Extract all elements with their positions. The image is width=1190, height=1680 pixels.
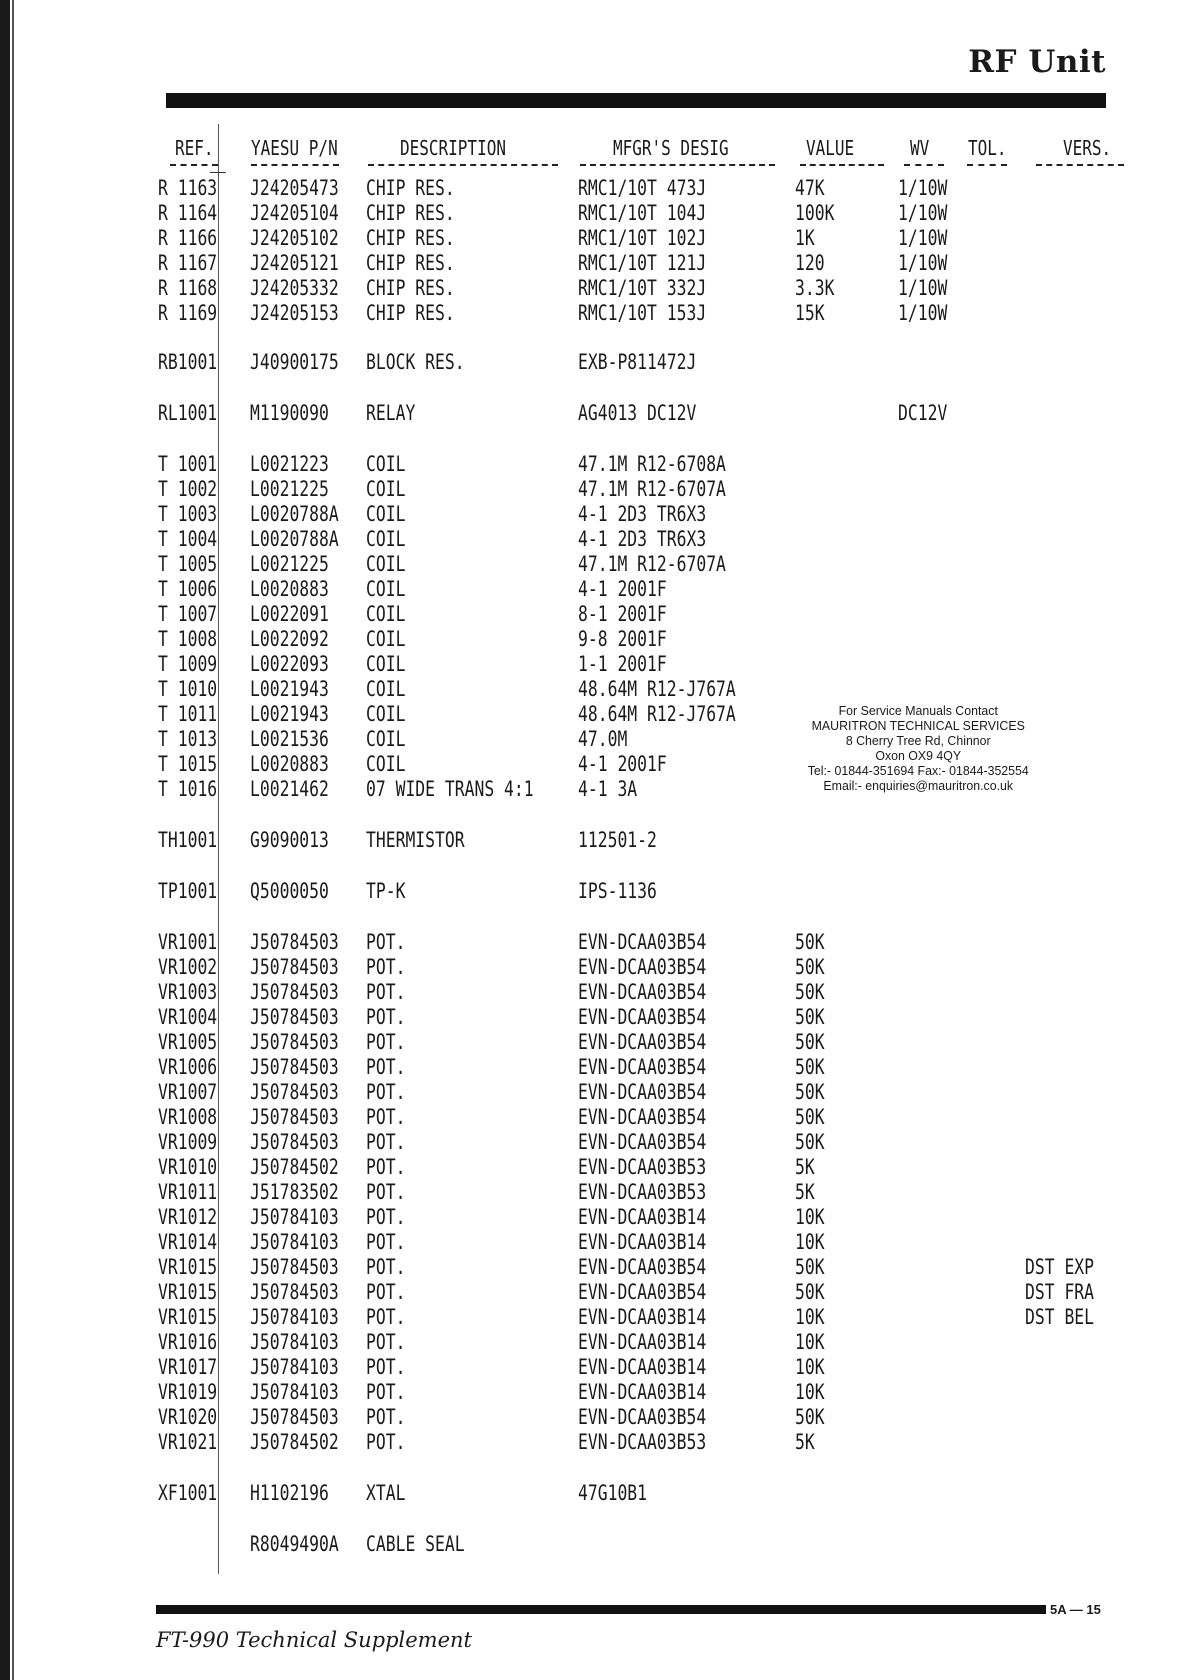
cell-mfgr: AG4013 DC12V (578, 401, 697, 425)
cell-pn: J50784503 (250, 980, 339, 1004)
cell-mfgr: 48.64M R12-J767A (578, 702, 736, 726)
cell-pn: J24205104 (250, 201, 339, 225)
cell-value: 50K (795, 1005, 825, 1029)
cell-value: 50K (795, 1105, 825, 1129)
cell-value: 50K (795, 1030, 825, 1054)
cell-desc: COIL (366, 702, 406, 726)
cell-ref: VR1011 (158, 1180, 218, 1204)
cell-desc: COIL (366, 552, 406, 576)
service-notice (790, 703, 1047, 793)
cell-pn: J24205102 (250, 226, 339, 250)
cell-pn: L0021225 (250, 552, 329, 576)
cell-ref: XF1001 (158, 1481, 218, 1505)
cell-wv: 1/10W (898, 226, 948, 250)
cell-desc: POT. (366, 1055, 406, 1079)
cell-desc: COIL (366, 477, 406, 501)
notice-line: 8 Cherry Tree Rd, Chinnor (845, 733, 991, 748)
ref-column-tick (210, 172, 226, 173)
page-number: 5A — 15 (1050, 1602, 1101, 1617)
cell-pn: J50784503 (250, 1255, 339, 1279)
header-underline (800, 164, 884, 168)
cell-mfgr: EVN-DCAA03B54 (578, 1255, 707, 1279)
cell-desc: POT. (366, 1030, 406, 1054)
cell-ref: R 1168 (158, 276, 218, 300)
cell-mfgr: RMC1/10T 332J (578, 276, 707, 300)
cell-pn: J50784503 (250, 1105, 339, 1129)
cell-desc: POT. (366, 955, 406, 979)
cell-desc: POT. (366, 1155, 406, 1179)
cell-pn: J50784103 (250, 1305, 339, 1329)
cell-pn: J50784502 (250, 1430, 339, 1454)
header-underline (1036, 164, 1124, 168)
cell-value: 10K (795, 1380, 825, 1404)
header-underline (170, 164, 218, 168)
cell-mfgr: 4-1 2D3 TR6X3 (578, 527, 707, 551)
cell-mfgr: EVN-DCAA03B54 (578, 1030, 707, 1054)
cell-pn: J50784503 (250, 1030, 339, 1054)
cell-desc: XTAL (366, 1481, 406, 1505)
col-vers: VERS. (1063, 136, 1112, 160)
col-ref: REF. (175, 136, 214, 160)
cell-desc: COIL (366, 677, 406, 701)
cell-ref: VR1015 (158, 1280, 218, 1304)
cell-wv: 1/10W (898, 201, 948, 225)
cell-desc: POT. (366, 980, 406, 1004)
cell-desc: COIL (366, 527, 406, 551)
header-underline (904, 164, 944, 168)
cell-mfgr: RMC1/10T 104J (578, 201, 707, 225)
cell-pn: J50784503 (250, 1130, 339, 1154)
col-pn: YAESU P/N (251, 136, 338, 160)
cell-mfgr: EVN-DCAA03B14 (578, 1305, 707, 1329)
ref-column-rule (218, 124, 219, 1574)
cell-wv: 1/10W (898, 276, 948, 300)
cell-mfgr: IPS-1136 (578, 879, 657, 903)
cell-pn: J50784103 (250, 1230, 339, 1254)
cell-mfgr: EVN-DCAA03B54 (578, 1005, 707, 1029)
cell-ref: T 1002 (158, 477, 218, 501)
cell-pn: J40900175 (250, 350, 339, 374)
cell-value: 50K (795, 1280, 825, 1304)
cell-desc: POT. (366, 1355, 406, 1379)
cell-ref: VR1016 (158, 1330, 218, 1354)
cell-value: 3.3K (795, 276, 835, 300)
cell-value: 5K (795, 1430, 815, 1454)
cell-pn: L0022092 (250, 627, 329, 651)
cell-ref: T 1003 (158, 502, 218, 526)
cell-mfgr: 1-1 2001F (578, 652, 667, 676)
cell-pn: L0021536 (250, 727, 329, 751)
cell-pn: J50784502 (250, 1155, 339, 1179)
cell-ref: VR1002 (158, 955, 218, 979)
cell-ref: R 1163 (158, 176, 218, 200)
cell-ref: VR1021 (158, 1430, 218, 1454)
footer-rule (156, 1605, 1046, 1614)
cell-value: 50K (795, 1130, 825, 1154)
cell-mfgr: EVN-DCAA03B54 (578, 955, 707, 979)
cell-value: 50K (795, 1255, 825, 1279)
cell-value: 15K (795, 301, 825, 325)
cell-pn: L0021462 (250, 777, 329, 801)
cell-pn: H1102196 (250, 1481, 329, 1505)
cell-ref: VR1004 (158, 1005, 218, 1029)
cell-value: 10K (795, 1205, 825, 1229)
cell-mfgr: EVN-DCAA03B53 (578, 1180, 707, 1204)
col-mfgr: MFGR'S DESIG (613, 136, 729, 160)
cell-mfgr: EVN-DCAA03B14 (578, 1330, 707, 1354)
col-wv: WV (910, 136, 930, 160)
cell-desc: CHIP RES. (366, 201, 455, 225)
cell-mfgr: EVN-DCAA03B14 (578, 1355, 707, 1379)
cell-mfgr: 9-8 2001F (578, 627, 667, 651)
cell-mfgr: EVN-DCAA03B54 (578, 1105, 707, 1129)
cell-desc: POT. (366, 930, 406, 954)
cell-desc: COIL (366, 727, 406, 751)
cell-ref: T 1001 (158, 452, 218, 476)
notice-line: MAURITRON TECHNICAL SERVICES (811, 718, 1025, 733)
footer-title: FT-990 Technical Supplement (156, 1628, 472, 1652)
cell-desc: CHIP RES. (366, 251, 455, 275)
cell-ref: T 1015 (158, 752, 218, 776)
cell-ref: VR1017 (158, 1355, 218, 1379)
cell-mfgr: 47.1M R12-6707A (578, 477, 726, 501)
cell-desc: COIL (366, 452, 406, 476)
cell-ref: T 1010 (158, 677, 218, 701)
cell-ref: RL1001 (158, 401, 218, 425)
cell-mfgr: EVN-DCAA03B14 (578, 1380, 707, 1404)
cell-desc: COIL (366, 752, 406, 776)
cell-desc: POT. (366, 1305, 406, 1329)
cell-ref: T 1009 (158, 652, 218, 676)
cell-mfgr: 112501-2 (578, 828, 657, 852)
cell-mfgr: EVN-DCAA03B54 (578, 1055, 707, 1079)
cell-ref: T 1011 (158, 702, 218, 726)
cell-mfgr: 47.1M R12-6707A (578, 552, 726, 576)
cell-mfgr: RMC1/10T 102J (578, 226, 707, 250)
cell-mfgr: 47G10B1 (578, 1481, 648, 1505)
cell-value: 50K (795, 1405, 825, 1429)
cell-desc: CABLE SEAL (366, 1532, 465, 1556)
cell-desc: POT. (366, 1105, 406, 1129)
cell-pn: J50784103 (250, 1355, 339, 1379)
cell-value: 50K (795, 930, 825, 954)
notice-line: Tel:- 01844-351694 Fax:- 01844-352554 (807, 763, 1029, 778)
cell-value: 50K (795, 980, 825, 1004)
cell-ref: T 1013 (158, 727, 218, 751)
cell-ref: VR1020 (158, 1405, 218, 1429)
cell-pn: J50784503 (250, 1405, 339, 1429)
cell-pn: J50784503 (250, 1005, 339, 1029)
cell-desc: POT. (366, 1430, 406, 1454)
cell-vers: DST EXP (1025, 1255, 1095, 1279)
cell-ref: VR1014 (158, 1230, 218, 1254)
cell-ref: T 1016 (158, 777, 218, 801)
cell-pn: J50784503 (250, 930, 339, 954)
page-edge (0, 0, 10, 1680)
cell-desc: POT. (366, 1280, 406, 1304)
cell-mfgr: 47.1M R12-6708A (578, 452, 726, 476)
cell-value: 50K (795, 1055, 825, 1079)
cell-ref: R 1164 (158, 201, 218, 225)
cell-ref: R 1166 (158, 226, 218, 250)
cell-pn: J50784503 (250, 1055, 339, 1079)
notice-line: Oxon OX9 4QY (875, 748, 962, 763)
col-desc: DESCRIPTION (400, 136, 506, 160)
cell-desc: COIL (366, 627, 406, 651)
cell-desc: 07 WIDE TRANS 4:1 (366, 777, 534, 801)
cell-mfgr: 47.0M (578, 727, 628, 751)
cell-pn: J24205473 (250, 176, 339, 200)
cell-desc: POT. (366, 1180, 406, 1204)
cell-desc: POT. (366, 1080, 406, 1104)
cell-pn: L0021225 (250, 477, 329, 501)
cell-ref: VR1001 (158, 930, 218, 954)
cell-pn: L0020788A (250, 502, 339, 526)
cell-value: 1K (795, 226, 815, 250)
cell-value: 10K (795, 1330, 825, 1354)
cell-pn: J24205121 (250, 251, 339, 275)
cell-mfgr: EVN-DCAA03B54 (578, 980, 707, 1004)
page-edge-line (12, 0, 14, 1680)
cell-mfgr: EVN-DCAA03B54 (578, 1080, 707, 1104)
cell-desc: CHIP RES. (366, 276, 455, 300)
cell-value: 10K (795, 1355, 825, 1379)
cell-mfgr: EVN-DCAA03B14 (578, 1205, 707, 1229)
cell-vers: DST BEL (1025, 1305, 1095, 1329)
cell-pn: L0022091 (250, 602, 329, 626)
cell-ref: VR1019 (158, 1380, 218, 1404)
cell-pn: J50784103 (250, 1330, 339, 1354)
cell-ref: VR1010 (158, 1155, 218, 1179)
cell-mfgr: EXB-P811472J (578, 350, 697, 374)
notice-line: For Service Manuals Contact (838, 703, 998, 718)
cell-pn: G9090013 (250, 828, 329, 852)
cell-value: 5K (795, 1180, 815, 1204)
cell-desc: TP-K (366, 879, 406, 903)
cell-ref: VR1009 (158, 1130, 218, 1154)
cell-mfgr: EVN-DCAA03B54 (578, 930, 707, 954)
cell-mfgr: 4-1 2001F (578, 752, 667, 776)
cell-pn: L0021943 (250, 677, 329, 701)
cell-ref: VR1006 (158, 1055, 218, 1079)
cell-vers: DST FRA (1025, 1280, 1095, 1304)
cell-pn: J50784503 (250, 1080, 339, 1104)
cell-desc: BLOCK RES. (366, 350, 465, 374)
cell-mfgr: EVN-DCAA03B53 (578, 1155, 707, 1179)
cell-desc: COIL (366, 602, 406, 626)
cell-ref: R 1167 (158, 251, 218, 275)
cell-desc: POT. (366, 1330, 406, 1354)
cell-mfgr: RMC1/10T 473J (578, 176, 707, 200)
cell-ref: VR1003 (158, 980, 218, 1004)
header-rule (166, 93, 1106, 108)
cell-pn: L0022093 (250, 652, 329, 676)
cell-value: 100K (795, 201, 835, 225)
cell-pn: L0021223 (250, 452, 329, 476)
cell-desc: CHIP RES. (366, 226, 455, 250)
cell-desc: RELAY (366, 401, 416, 425)
cell-pn: Q5000050 (250, 879, 329, 903)
cell-pn: L0020883 (250, 577, 329, 601)
cell-mfgr: RMC1/10T 153J (578, 301, 707, 325)
cell-mfgr: 48.64M R12-J767A (578, 677, 736, 701)
cell-ref: VR1008 (158, 1105, 218, 1129)
cell-value: 120 (795, 251, 825, 275)
cell-desc: COIL (366, 577, 406, 601)
cell-mfgr: EVN-DCAA03B54 (578, 1405, 707, 1429)
cell-pn: J24205153 (250, 301, 339, 325)
cell-pn: L0020883 (250, 752, 329, 776)
cell-pn: J50784103 (250, 1380, 339, 1404)
cell-pn: J50784103 (250, 1205, 339, 1229)
cell-desc: COIL (366, 502, 406, 526)
cell-wv: DC12V (898, 401, 948, 425)
cell-desc: POT. (366, 1230, 406, 1254)
cell-desc: CHIP RES. (366, 176, 455, 200)
cell-desc: POT. (366, 1205, 406, 1229)
cell-pn: J50784503 (250, 1280, 339, 1304)
cell-ref: T 1007 (158, 602, 218, 626)
col-value: VALUE (806, 136, 855, 160)
cell-pn: J51783502 (250, 1180, 339, 1204)
page-title: RF Unit (968, 44, 1106, 80)
cell-ref: R 1169 (158, 301, 218, 325)
cell-pn: R8049490A (250, 1532, 339, 1556)
cell-desc: POT. (366, 1255, 406, 1279)
cell-mfgr: 4-1 2D3 TR6X3 (578, 502, 707, 526)
header-underline (580, 164, 775, 168)
cell-value: 50K (795, 955, 825, 979)
cell-wv: 1/10W (898, 301, 948, 325)
cell-value: 50K (795, 1080, 825, 1104)
cell-ref: T 1004 (158, 527, 218, 551)
col-tol: TOL. (968, 136, 1007, 160)
cell-ref: T 1008 (158, 627, 218, 651)
cell-desc: THERMISTOR (366, 828, 465, 852)
cell-wv: 1/10W (898, 251, 948, 275)
cell-ref: RB1001 (158, 350, 218, 374)
notice-line: Email:- enquiries@mauritron.co.uk (823, 778, 1014, 793)
cell-ref: TP1001 (158, 879, 218, 903)
cell-mfgr: EVN-DCAA03B14 (578, 1230, 707, 1254)
cell-desc: POT. (366, 1380, 406, 1404)
cell-ref: VR1015 (158, 1305, 218, 1329)
cell-ref: VR1005 (158, 1030, 218, 1054)
cell-desc: CHIP RES. (366, 301, 455, 325)
cell-desc: POT. (366, 1005, 406, 1029)
cell-ref: T 1006 (158, 577, 218, 601)
cell-mfgr: 8-1 2001F (578, 602, 667, 626)
header-underline (251, 164, 339, 168)
cell-desc: POT. (366, 1130, 406, 1154)
cell-mfgr: EVN-DCAA03B54 (578, 1130, 707, 1154)
header-underline (967, 164, 1007, 168)
cell-pn: J24205332 (250, 276, 339, 300)
cell-value: 10K (795, 1230, 825, 1254)
cell-ref: TH1001 (158, 828, 218, 852)
cell-mfgr: 4-1 2001F (578, 577, 667, 601)
cell-pn: M1190090 (250, 401, 329, 425)
cell-ref: T 1005 (158, 552, 218, 576)
cell-ref: VR1015 (158, 1255, 218, 1279)
cell-wv: 1/10W (898, 176, 948, 200)
cell-mfgr: 4-1 3A (578, 777, 638, 801)
cell-value: 5K (795, 1155, 815, 1179)
header-underline (368, 164, 558, 168)
cell-mfgr: RMC1/10T 121J (578, 251, 707, 275)
cell-ref: VR1012 (158, 1205, 218, 1229)
cell-desc: COIL (366, 652, 406, 676)
cell-desc: POT. (366, 1405, 406, 1429)
cell-pn: L0020788A (250, 527, 339, 551)
cell-value: 47K (795, 176, 825, 200)
cell-pn: J50784503 (250, 955, 339, 979)
cell-mfgr: EVN-DCAA03B54 (578, 1280, 707, 1304)
cell-mfgr: EVN-DCAA03B53 (578, 1430, 707, 1454)
cell-value: 10K (795, 1305, 825, 1329)
cell-pn: L0021943 (250, 702, 329, 726)
cell-ref: VR1007 (158, 1080, 218, 1104)
